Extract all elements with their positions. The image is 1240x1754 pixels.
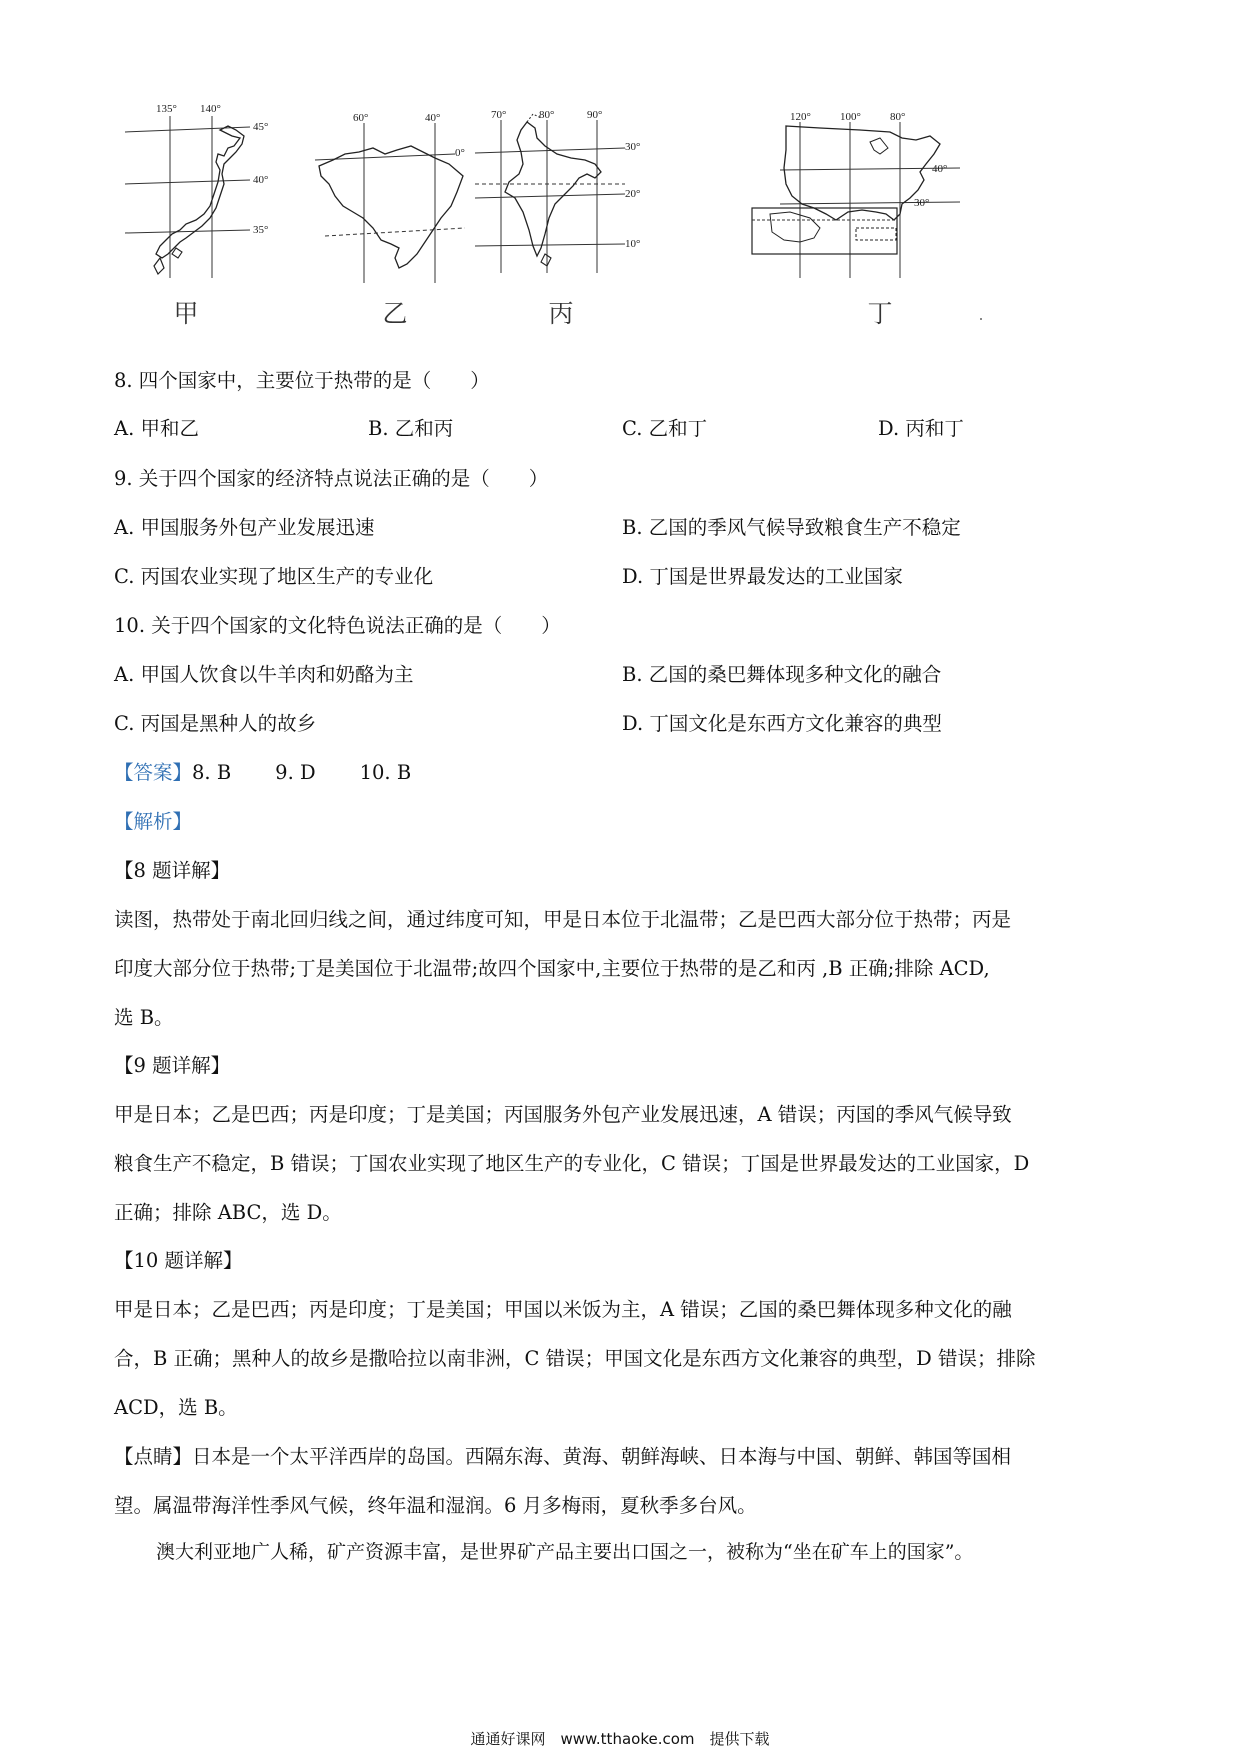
- q8-option-a: A. 甲和乙: [114, 417, 199, 440]
- lon-label: 80°: [539, 109, 555, 121]
- detail-8-title: 【8 题详解】: [114, 859, 231, 882]
- answer-10: 10. B: [359, 761, 412, 784]
- detail-10-title: 【10 题详解】: [114, 1249, 243, 1272]
- lat-label: 30°: [625, 141, 641, 153]
- q9-option-a: A. 甲国服务外包产业发展迅速: [114, 516, 375, 539]
- q10-option-d: D. 丁国文化是东西方文化兼容的典型: [622, 712, 942, 735]
- lon-label: 140°: [200, 103, 221, 115]
- analysis-tag: 【解析】: [114, 810, 193, 833]
- lon-label: 60°: [353, 112, 369, 124]
- australia-intro: 澳大利亚地广人稀，矿产资源丰富，是世界矿产品主要出口国之一，被称为“坐在矿车上的国家”。: [156, 1541, 974, 1563]
- stray-dot: [980, 318, 982, 320]
- lon-label: 100°: [840, 111, 861, 123]
- detail-10-line: 合，B 正确；黑种人的故乡是撒哈拉以南非洲，C 错误；甲国文化是东西方文化兼容的典型，D 错误；排除: [114, 1347, 1036, 1370]
- lon-label: 70°: [491, 109, 507, 121]
- dianjing-text: 日本是一个太平洋西岸的岛国。西隔东海、黄海、朝鲜海峡、日本海与中国、朝鲜、韩国等国相: [192, 1445, 1012, 1468]
- q9-option-c: C. 丙国农业实现了地区生产的专业化: [114, 565, 434, 588]
- lon-label: 90°: [587, 109, 603, 121]
- detail-10-line: ACD，选 B。: [114, 1396, 238, 1419]
- map-ding-usa: [750, 108, 980, 328]
- lon-label: 40°: [425, 112, 441, 124]
- q10-option-c: C. 丙国是黑种人的故乡: [114, 712, 317, 735]
- detail-8-line: 印度大部分位于热带;丁是美国位于北温带;故四个国家中,主要位于热带的是乙和丙 ,B 正确;排除 ACD,: [114, 957, 990, 980]
- japan-map-drawing: [120, 103, 295, 288]
- detail-9-body: [114, 1090, 1129, 1237]
- q9-stem: 9. 关于四个国家的经济特点说法正确的是（ ）: [114, 467, 549, 490]
- india-map-drawing: [475, 108, 655, 288]
- lat-label: 20°: [625, 188, 641, 200]
- dianjing-line-2: 望。属温带海洋性季风气候，终年温和湿润。6 月多梅雨，夏秋季多台风。: [114, 1494, 757, 1517]
- dianjing-tag: 【点睛】: [114, 1445, 193, 1468]
- dianjing-body: [114, 1432, 1129, 1530]
- answer-tag: 【答案】: [114, 761, 193, 784]
- answer-line: [114, 759, 411, 787]
- detail-10-body: [114, 1285, 1129, 1432]
- lon-label: 120°: [790, 111, 811, 123]
- map-bing-india: [475, 108, 655, 328]
- lat-label: 35°: [253, 224, 269, 236]
- detail-9-line: 粮食生产不稳定，B 错误；丁国农业实现了地区生产的专业化，C 错误；丁国是世界最发达的工业国家，D: [114, 1152, 1030, 1175]
- dianjing-line-1: [114, 1432, 1129, 1481]
- detail-8-body: [114, 895, 1129, 1042]
- map-label-jia: 甲: [173, 299, 199, 328]
- map-label-ding: 丁: [867, 299, 893, 328]
- lat-label: 0°: [455, 147, 465, 159]
- detail-9-line: 正确；排除 ABC，选 D。: [114, 1201, 342, 1224]
- country-maps: [120, 103, 990, 328]
- q8-option-d: D. 丙和丁: [878, 417, 964, 440]
- answer-8: 8. B: [192, 761, 232, 784]
- lon-label: 80°: [890, 111, 906, 123]
- detail-8-line: 读图，热带处于南北回归线之间，通过纬度可知，甲是日本位于北温带；乙是巴西大部分位于热带；丙是: [114, 908, 1012, 931]
- lat-label: 40°: [253, 174, 269, 186]
- detail-9-title: 【9 题详解】: [114, 1054, 231, 1077]
- lat-label: 45°: [253, 121, 269, 133]
- map-label-bing: 丙: [548, 299, 574, 328]
- q10-option-a: A. 甲国人饮食以牛羊肉和奶酪为主: [114, 663, 414, 686]
- detail-8-line: 选 B。: [114, 1006, 174, 1029]
- map-yi-brazil: [315, 108, 485, 328]
- q10-option-b: B. 乙国的桑巴舞体现多种文化的融合: [622, 663, 942, 686]
- detail-10-line: 甲是日本；乙是巴西；丙是印度；丁是美国；甲国以米饭为主，A 错误；乙国的桑巴舞体现多种文化的融: [114, 1298, 1012, 1321]
- detail-9-line: 甲是日本；乙是巴西；丙是印度；丁是美国；丙国服务外包产业发展迅速，A 错误；丙国的季风气候导致: [114, 1103, 1012, 1126]
- q10-stem: 10. 关于四个国家的文化特色说法正确的是（ ）: [114, 614, 561, 637]
- brazil-map-drawing: [315, 108, 485, 288]
- q8-option-c: C. 乙和丁: [622, 417, 708, 440]
- lat-label: 30°: [914, 197, 930, 209]
- lat-label: 10°: [625, 238, 641, 250]
- usa-map-drawing: [750, 108, 980, 288]
- q9-option-b: B. 乙国的季风气候导致粮食生产不稳定: [622, 516, 961, 539]
- answer-9: 9. D: [275, 761, 316, 784]
- q9-option-d: D. 丁国是世界最发达的工业国家: [622, 565, 903, 588]
- map-jia-japan: [120, 103, 295, 328]
- lon-label: 135°: [156, 103, 177, 115]
- q8-option-b: B. 乙和丙: [368, 417, 454, 440]
- footer-source: 通通好课网 www.tthaoke.com 提供下载: [470, 1730, 770, 1748]
- q8-stem: 8. 四个国家中，主要位于热带的是（ ）: [114, 369, 490, 392]
- lat-label: 40°: [932, 163, 948, 175]
- map-label-yi: 乙: [382, 299, 408, 328]
